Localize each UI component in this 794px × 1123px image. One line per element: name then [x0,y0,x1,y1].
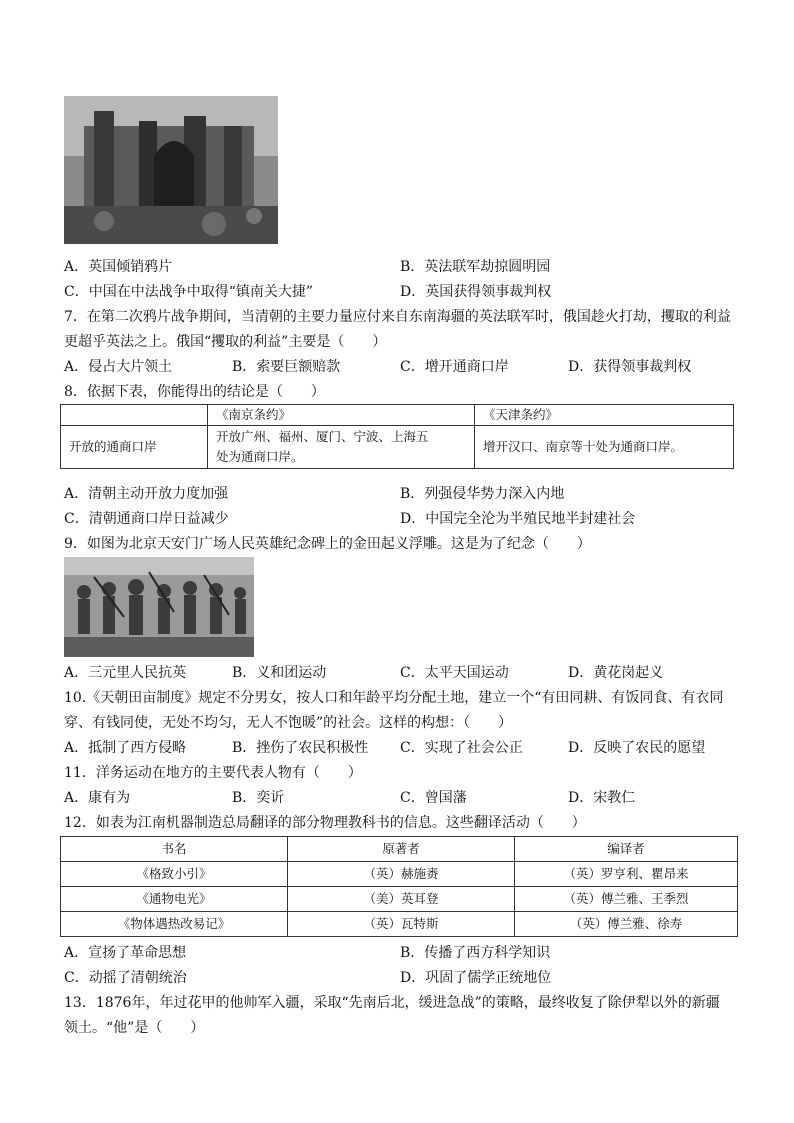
nanjing-line1: 开放广州、福州、厦门、宁波、上海五 [216,429,429,444]
table-header-cell: 《南京条约》 [208,405,475,426]
q11-stem: 11．洋务运动在地方的主要代表人物有（ ） [64,765,362,781]
table-header-cell: 原著者 [288,837,515,862]
q6-option-b: B．英法联军劫掠圆明园 [400,259,551,275]
q8-option-b: B．列强侵华势力深入内地 [400,486,565,502]
q7-option-c: C．增开通商口岸 [400,359,509,375]
q6-option-a: A．英国倾销鸦片 [64,259,173,275]
q7-stem-line1: 7．在第二次鸦片战争期间，当清朝的主要力量应付来自东南海疆的英法联军时，俄国趁火打劫，攫取的利益 [64,309,731,325]
q12-stem: 12．如表为江南机器制造总局翻译的部分物理教科书的信息。这些翻译活动（ ） [64,815,586,831]
table-cell: （英）傅兰雅、徐寿 [515,912,738,937]
q6-option-d: D．英国获得领事裁判权 [400,284,552,300]
table-row [61,862,738,887]
q9-option-c: C．太平天国运动 [400,665,509,681]
jintian-uprising-relief-photo [64,557,254,657]
q8-treaty-table [60,404,734,469]
q11-option-b: B．奕䜣 [232,790,285,806]
table-cell: （英）赫施赉 [288,862,515,887]
q8-option-d: D．中国完全沦为半殖民地半封建社会 [400,511,636,527]
yuanmingyuan-ruins-photo [64,96,278,244]
table-cell: （英）罗亨利、瞿昂来 [515,862,738,887]
q11-option-d: D．宋教仁 [568,790,636,806]
ruins-illustration [64,96,278,244]
q12-option-d: D．巩固了儒学正统地位 [400,970,552,986]
q9-stem: 9．如图为北京天安门广场人民英雄纪念碑上的金田起义浮雕。这是为了纪念（ ） [64,536,591,552]
table-row [61,887,738,912]
q9-option-b: B．义和团运动 [232,665,327,681]
q7-option-d: D．获得领事裁判权 [568,359,692,375]
q12-option-c: C．动摇了清朝统治 [64,970,187,986]
q11-option-a: A．康有为 [64,790,131,806]
table-cell: （美）英耳登 [288,887,515,912]
table-header-row [61,837,738,862]
q10-option-d: D．反映了农民的愿望 [568,740,706,756]
table-header-cell [61,405,208,426]
table-row-label: 开放的通商口岸 [61,426,208,469]
table-cell: 《格致小引》 [61,862,288,887]
q7-option-b: B．索要巨额赔款 [232,359,341,375]
q10-option-c: C．实现了社会公正 [400,740,523,756]
q6-option-c: C．中国在中法战争中取得“镇南关大捷” [64,284,314,300]
q11-option-c: C．曾国藩 [400,790,467,806]
q12-option-b: B．传播了西方科学知识 [400,945,551,961]
q13-stem-line2: 领土。“他”是（ ） [64,1020,205,1036]
q9-option-d: D．黄花岗起义 [568,665,664,681]
q7-stem-line2: 更超乎英法之上。俄国“攫取的利益”主要是（ ） [64,334,387,350]
q9-option-a: A．三元里人民抗英 [64,665,187,681]
table-cell: （英）瓦特斯 [288,912,515,937]
q12-book-table [60,836,738,937]
table-cell: 《物体遇热改易记》 [61,912,288,937]
table-row [61,912,738,937]
q12-option-a: A．宣扬了革命思想 [64,945,187,961]
table-header-cell: 书名 [61,837,288,862]
table-header-cell: 《天津条约》 [475,405,734,426]
relief-illustration [64,557,254,657]
q8-stem: 8．依据下表，你能得出的结论是（ ） [64,384,325,400]
q10-option-b: B．挫伤了农民积极性 [232,740,369,756]
q10-option-a: A．抵制了西方侵略 [64,740,187,756]
q13-stem-line1: 13．1876年，年过花甲的他帅军入疆，采取“先南后北，缓进急战”的策略，最终收复了除伊犁以外的新疆 [64,995,720,1011]
q10-stem-line2: 穿、有钱同使，无处不均匀，无人不饱暖”的社会。这样的构想：（ ） [64,715,513,731]
q8-option-a: A．清朝主动开放力度加强 [64,486,229,502]
table-cell: （英）傅兰雅、王季烈 [515,887,738,912]
table-row [61,426,734,469]
table-header-cell: 编译者 [515,837,738,862]
table-cell [208,426,475,469]
q10-stem-line1: 10.《天朝田亩制度》规定不分男女，按人口和年龄平均分配土地，建立一个“有田同耕、有饭同食、有衣同 [64,690,724,706]
nanjing-line2: 处为通商口岸。 [216,449,304,464]
table-cell: 增开汉口、南京等十处为通商口岸。 [475,426,734,469]
q7-option-a: A．侵占大片领土 [64,359,173,375]
table-cell: 《通物电光》 [61,887,288,912]
q8-option-c: C．清朝通商口岸日益减少 [64,511,229,527]
table-header-row [61,405,734,426]
